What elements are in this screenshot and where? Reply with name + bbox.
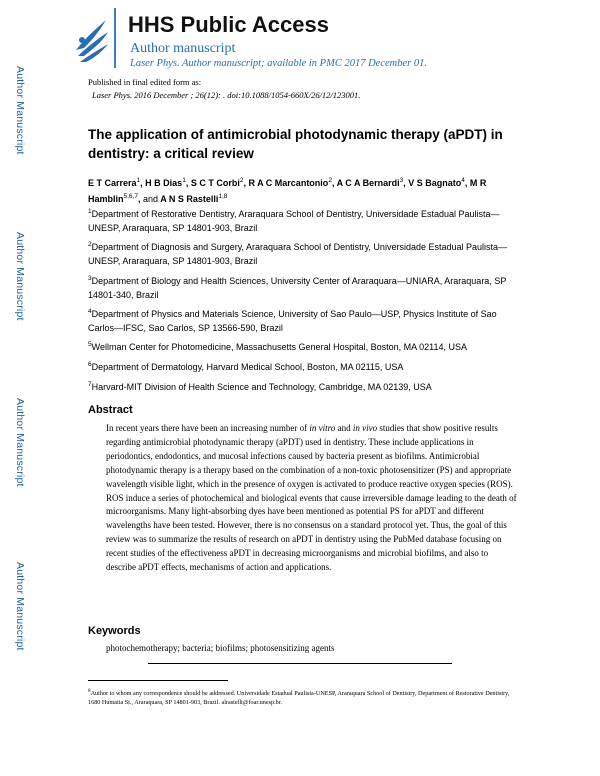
affiliation-text: Harvard-MIT Division of Health Science and Technology, Cambridge, MA 02139, USA [91, 382, 432, 392]
author-and: and [143, 194, 159, 204]
author-sup: 3 [399, 177, 404, 184]
footnote-sup: 8 [88, 688, 91, 694]
affiliation-num: 1 [88, 208, 92, 215]
affiliation-num: 5 [88, 341, 92, 348]
sidebar-label-4: Author Manuscript [14, 562, 26, 651]
published-line-2 [92, 90, 360, 100]
footnote [88, 687, 518, 707]
journal-line-text: Laser Phys. Author manuscript; available in PMC 2017 December 01. [130, 58, 427, 69]
author-sup: 1 [182, 177, 186, 184]
keywords-heading: Keywords [88, 625, 141, 637]
author-sup: 1,8 [218, 193, 228, 200]
affiliation-text: Wellman Center for Photomedicine, Massachusetts General Hospital, Boston, MA 02114, USA [91, 342, 467, 352]
author-name: V S Bagnato [408, 178, 462, 188]
author-sup: 5,6,7 [123, 193, 138, 200]
author-name: S C T Corbi [190, 178, 240, 188]
affiliation-4 [88, 305, 518, 335]
header-title: HHS Public Access [128, 12, 329, 37]
section-divider [148, 663, 452, 664]
footnote-text: Author to whom any correspondence should be addressed. Universidade Estadual Paulista-UNESP, Araraquara School of Dentistry, Department of Restorative Dentistry, 1680 Humaita St., Araraquara, SP 14801-903, Brazil. alrastelli@foar.unesp.br. [88, 690, 510, 707]
affiliation-num: 7 [88, 381, 92, 388]
hhs-eagle-logo-icon [70, 10, 112, 64]
abstract-text: and [335, 423, 353, 433]
published-citation: Laser Phys. 2016 December ; 26(12): . doi:10.1088/1054-660X/26/12/123001. [92, 90, 361, 100]
author-sup: 1 [136, 177, 141, 184]
author-name: M R Hamblin [88, 178, 487, 204]
affiliation-text: Department of Restorative Dentistry, Araraquara School of Dentistry, Universidade Estadual Paulista—UNESP, Araraquara, SP 14801-903, Brazil [88, 209, 500, 233]
author-sup: 4 [461, 177, 465, 184]
affiliation-6 [88, 358, 518, 375]
abstract-text: In recent years there have been an increasing number of [106, 423, 310, 433]
footnote-divider [88, 680, 228, 681]
author-sup: 2 [328, 177, 332, 184]
author-name: A C A Bernardi [336, 178, 400, 188]
affiliation-1 [88, 205, 518, 235]
keywords-list: photochemotherapy; bacteria; biofilms; photosensitizing agents [106, 643, 335, 653]
affiliation-3 [88, 272, 518, 302]
abstract-em: in vitro [309, 423, 336, 433]
abstract-em: in vivo [352, 423, 378, 433]
header-subtitle: Author manuscript [130, 41, 236, 56]
affiliation-2 [88, 238, 518, 268]
author-sup: 2 [239, 177, 244, 184]
header-journal-line [130, 58, 427, 69]
affiliation-num: 2 [88, 241, 92, 248]
sidebar-label-3: Author Manuscript [14, 398, 26, 487]
sidebar-label-2: Author Manuscript [14, 232, 26, 321]
abstract-body [106, 422, 520, 575]
author-list: E T Carrera$^1$, H B Dias$^1$, S C T Corbi$^2$, R A C Marcantonio$^2$, A C A Bernardi$^3$, V S Bagnato$^4$, M R Hamblin$^{5,6,7}$, and A N S Rastelli$^{1,8}$ [88, 177, 487, 204]
author-name: R A C Marcantonio [248, 178, 329, 188]
published-line-1: Published in final edited form as: [88, 77, 202, 87]
author-name: H B Dias [145, 178, 183, 188]
affiliation-text: Department of Diagnosis and Surgery, Araraquara School of Dentistry, Universidade Estadual Paulista—UNESP, Araraquara, SP 14801-903, Brazil [88, 242, 508, 266]
affiliation-text: Department of Dermatology, Harvard Medical School, Boston, MA 02115, USA [91, 362, 404, 372]
affiliation-5 [88, 338, 518, 355]
affiliation-num: 6 [88, 361, 92, 368]
author-name: A N S Rastelli [160, 194, 219, 204]
affiliation-num: 4 [88, 308, 92, 315]
article-title: The application of antimicrobial photodynamic therapy (aPDT) in dentistry: a critical review [88, 127, 503, 161]
sidebar-label-1: Author Manuscript [14, 66, 26, 155]
abstract-text: studies that show positive results regarding antimicrobial photodynamic therapy (aPDT) used in dentistry. These include applications in periodontics, endodontics, and mucosal infections caused by bacteria present as biofilms. Antimicrobial photodynamic therapy is a therapy based on the combination of a non-toxic photosensitizer (PS) and appropriate wavelength visible light, which in the presence of oxygen is activated to produce reactive oxygen species (ROS). ROS induce a series of photochemical and biological events that cause irreversible damage leading to the death of microorganisms. Many light-absorbing dyes have been mentioned as potential PS for aPDT and different wavelengths have been tested. However, there is no consensus on a standard protocol yet. Thus, the goal of this review was to summarize the results of research on aPDT in dentistry using the PubMed database focusing on recent studies of the effectiveness aPDT in decreasing microorganisms and microbial biofilms, and also to describe aPDT effects, mechanisms of action and applications. [106, 423, 517, 573]
author-name: E T Carrera [88, 178, 137, 188]
affiliation-text: Department of Physics and Materials Science, University of Sao Paulo—USP, Physics Institute of Sao Carlos—IFSC, Sao Carlos, SP 13566-590, Brazil [88, 309, 497, 333]
header-divider [114, 8, 116, 68]
affiliation-num: 3 [88, 275, 92, 282]
affiliation-text: Department of Biology and Health Sciences, University Center of Araraquara—UNIARA, Araraquara, SP 14801-340, Brazil [88, 276, 507, 300]
abstract-heading: Abstract [88, 404, 133, 416]
affiliation-7 [88, 378, 518, 395]
